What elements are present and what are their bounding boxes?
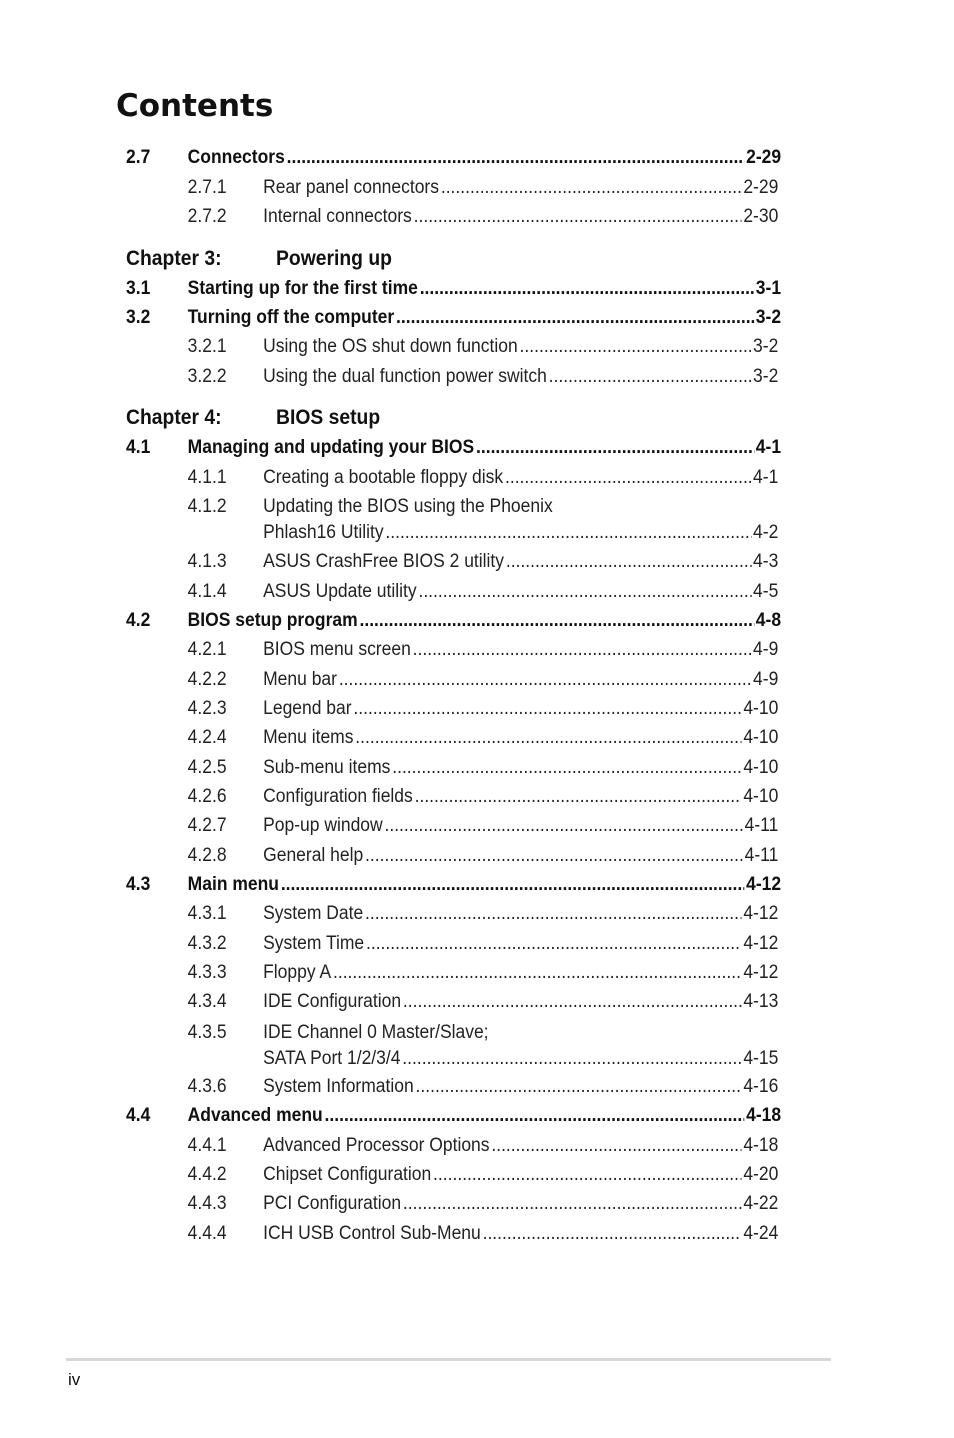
toc-entry-title: Managing and updating your BIOS bbox=[187, 437, 475, 458]
chapter-name: BIOS setup bbox=[276, 406, 381, 429]
toc-entry-page: 4-1 bbox=[755, 437, 782, 458]
footer-rule bbox=[66, 1358, 831, 1361]
toc-entry-number: 4.4.1 bbox=[187, 1135, 227, 1156]
toc-entry-line bbox=[263, 960, 778, 986]
dot-leader bbox=[355, 725, 741, 751]
dot-leader bbox=[506, 549, 751, 575]
toc-entry-title: IDE Configuration bbox=[263, 991, 402, 1012]
toc-entry-line bbox=[263, 364, 778, 390]
toc-entry-number: 3.2.1 bbox=[187, 336, 227, 357]
toc-entry-page: 4-2 bbox=[753, 522, 779, 543]
toc-entry-title: System Information bbox=[263, 1076, 414, 1097]
toc-entry-line bbox=[263, 1133, 778, 1159]
toc-entry-page: 4-16 bbox=[743, 1076, 779, 1097]
toc-entry-title: System Date bbox=[263, 903, 364, 924]
dot-leader bbox=[384, 813, 742, 839]
toc-entry-line bbox=[263, 989, 778, 1015]
toc-entry-number: 4.1.4 bbox=[187, 581, 227, 602]
toc-entry-title: Internal connectors bbox=[263, 206, 412, 227]
toc-entry-title: Floppy A bbox=[263, 962, 332, 983]
toc-entry-page: 4-18 bbox=[743, 1135, 779, 1156]
toc-entry-number: 4.2.8 bbox=[187, 845, 227, 866]
page-title: Contents bbox=[116, 88, 274, 124]
toc-entry-title: General help bbox=[263, 845, 364, 866]
toc-entry-page: 4-11 bbox=[744, 845, 779, 866]
dot-leader bbox=[365, 901, 741, 927]
toc-entry-number: 4.1.3 bbox=[187, 551, 227, 572]
toc-entry-number: 4.1.1 bbox=[187, 467, 227, 488]
toc-entry-line bbox=[263, 637, 778, 663]
toc-entry-page: 4-15 bbox=[743, 1048, 779, 1069]
toc-entry-title: BIOS setup program bbox=[187, 610, 358, 631]
toc-entry-number: 3.2.2 bbox=[187, 366, 227, 387]
toc-entry-line bbox=[263, 204, 778, 230]
toc-entry-title: PCI Configuration bbox=[263, 1193, 402, 1214]
toc-entry-page: 3-2 bbox=[753, 336, 779, 357]
toc-entry-line bbox=[263, 813, 778, 839]
toc-entry-title: Configuration fields bbox=[263, 786, 413, 807]
toc-entry-title: Connectors bbox=[187, 147, 285, 168]
toc-entry-page: 4-13 bbox=[743, 991, 779, 1012]
toc-entry-page: 3-2 bbox=[755, 307, 782, 328]
toc-entry-number: 2.7.2 bbox=[187, 206, 227, 227]
toc-entry-line bbox=[263, 784, 778, 810]
dot-leader bbox=[385, 520, 751, 546]
toc-entry-page: 4-12 bbox=[743, 903, 779, 924]
toc-entry-number: 4.2.3 bbox=[187, 698, 227, 719]
toc-entry-page: 4-12 bbox=[743, 962, 779, 983]
dot-leader bbox=[396, 305, 754, 331]
dot-leader bbox=[549, 364, 752, 390]
toc-entry-line bbox=[263, 1046, 778, 1072]
dot-leader bbox=[413, 637, 752, 663]
toc-entry-number: 4.2.4 bbox=[187, 727, 227, 748]
dot-leader bbox=[505, 465, 751, 491]
toc-entry-title: Starting up for the first time bbox=[187, 278, 418, 299]
toc-entry-title: Sub-menu items bbox=[263, 757, 391, 778]
toc-entry-line bbox=[263, 667, 778, 693]
toc-entry-page: 4-20 bbox=[743, 1164, 779, 1185]
toc-entry-number: 4.2.2 bbox=[187, 669, 227, 690]
toc-entry-number: 4.3.6 bbox=[187, 1076, 227, 1097]
toc-entry-page: 2-29 bbox=[746, 147, 782, 168]
dot-leader bbox=[476, 435, 754, 461]
dot-leader bbox=[366, 931, 742, 957]
toc-entry-number: 4.1.2 bbox=[187, 496, 227, 517]
dot-leader bbox=[418, 579, 751, 605]
toc-entry-title: Advanced Processor Options bbox=[263, 1135, 490, 1156]
toc-entry-number: 4.1 bbox=[126, 437, 151, 458]
toc-entry-line bbox=[188, 276, 781, 302]
toc-entry-line bbox=[188, 435, 781, 461]
toc-entry-page: 4-9 bbox=[753, 669, 779, 690]
toc-entry-page: 4-8 bbox=[755, 610, 782, 631]
toc-entry-title: Rear panel connectors bbox=[263, 177, 439, 198]
toc-entry-page: 4-9 bbox=[753, 639, 779, 660]
toc-entry-title: Main menu bbox=[187, 874, 279, 895]
toc-entry-line bbox=[188, 872, 781, 898]
toc-entry-title-line1: IDE Channel 0 Master/Slave; bbox=[263, 1022, 489, 1043]
dot-leader bbox=[416, 1074, 742, 1100]
toc-entry-line bbox=[263, 549, 778, 575]
toc-entry-line bbox=[263, 696, 778, 722]
toc-entry-line bbox=[263, 1191, 778, 1217]
toc-entry-page: 4-12 bbox=[743, 933, 779, 954]
toc-entry-number: 3.2 bbox=[126, 307, 151, 328]
dot-leader bbox=[491, 1133, 741, 1159]
dot-leader bbox=[325, 1103, 745, 1129]
toc-entry-line bbox=[263, 1162, 778, 1188]
toc-entry-page: 4-5 bbox=[753, 581, 779, 602]
toc-entry-title: Advanced menu bbox=[187, 1105, 323, 1126]
toc-entry-page: 3-2 bbox=[753, 366, 779, 387]
toc-entry-title: Legend bar bbox=[263, 698, 352, 719]
toc-entry-title: Chipset Configuration bbox=[263, 1164, 432, 1185]
dot-leader bbox=[333, 960, 742, 986]
dot-leader bbox=[392, 755, 741, 781]
dot-leader bbox=[420, 276, 754, 302]
toc-entry-number: 4.2.5 bbox=[187, 757, 227, 778]
toc-entry-page: 4-10 bbox=[743, 727, 779, 748]
dot-leader bbox=[441, 175, 742, 201]
toc-entry-number: 4.2 bbox=[126, 610, 151, 631]
toc-entry-number: 4.3.4 bbox=[187, 991, 227, 1012]
toc-entry-number: 4.2.6 bbox=[187, 786, 227, 807]
toc-entry-page: 4-22 bbox=[743, 1193, 779, 1214]
dot-leader bbox=[403, 1191, 742, 1217]
chapter-label: Chapter 3: bbox=[126, 247, 222, 270]
toc-entry-number: 4.4.2 bbox=[187, 1164, 227, 1185]
toc-entry-number: 4.3 bbox=[126, 874, 151, 895]
dot-leader bbox=[403, 989, 742, 1015]
toc-entry-number: 4.3.1 bbox=[187, 903, 227, 924]
toc-entry-page: 3-1 bbox=[755, 278, 782, 299]
toc-entry-number: 4.3.5 bbox=[187, 1022, 227, 1043]
toc-entry-line bbox=[188, 305, 781, 331]
toc-entry-line bbox=[263, 1074, 778, 1100]
toc-entry-number: 4.4 bbox=[126, 1105, 151, 1126]
chapter-name: Powering up bbox=[276, 247, 392, 270]
toc-entry-title: System Time bbox=[263, 933, 365, 954]
dot-leader bbox=[281, 872, 744, 898]
dot-leader bbox=[402, 1046, 741, 1072]
toc-entry-line bbox=[188, 1103, 781, 1129]
toc-entry-page: 4-10 bbox=[743, 698, 779, 719]
dot-leader bbox=[287, 145, 745, 171]
chapter-label: Chapter 4: bbox=[126, 406, 222, 429]
toc-entry-line bbox=[263, 175, 778, 201]
toc-entry-number: 3.1 bbox=[126, 278, 151, 299]
toc-entry-page: 4-10 bbox=[743, 786, 779, 807]
dot-leader bbox=[433, 1162, 741, 1188]
toc-entry-title: Menu bar bbox=[263, 669, 337, 690]
toc-entry-page: 4-3 bbox=[753, 551, 779, 572]
toc-entry-number: 4.2.1 bbox=[187, 639, 227, 660]
toc-entry-number: 4.4.4 bbox=[187, 1223, 227, 1244]
toc-entry-line bbox=[263, 520, 778, 546]
toc-entry-page: 4-11 bbox=[744, 815, 779, 836]
toc-entry-line bbox=[263, 1221, 778, 1247]
toc-entry-line bbox=[263, 579, 778, 605]
toc-entry-line bbox=[263, 334, 778, 360]
dot-leader bbox=[359, 608, 753, 634]
toc-entry-title: Turning off the computer bbox=[187, 307, 395, 328]
toc-entry-title: BIOS menu screen bbox=[263, 639, 411, 660]
toc-entry-line bbox=[188, 145, 781, 171]
toc-entry-number: 4.4.3 bbox=[187, 1193, 227, 1214]
dot-leader bbox=[365, 843, 743, 869]
toc-entry-page: 4-18 bbox=[746, 1105, 782, 1126]
toc-entry-title: Menu items bbox=[263, 727, 354, 748]
dot-leader bbox=[414, 204, 742, 230]
toc-entry-number: 2.7.1 bbox=[187, 177, 227, 198]
toc-entry-number: 4.3.2 bbox=[187, 933, 227, 954]
toc-entry-page: 4-12 bbox=[746, 874, 782, 895]
toc-entry-number: 4.3.3 bbox=[187, 962, 227, 983]
toc-entry-title: ASUS CrashFree BIOS 2 utility bbox=[263, 551, 505, 572]
toc-entry-line bbox=[263, 843, 778, 869]
dot-leader bbox=[353, 696, 741, 722]
toc-entry-title: Phlash16 Utility bbox=[263, 522, 384, 543]
toc-entry-title: SATA Port 1/2/3/4 bbox=[263, 1048, 401, 1069]
toc-entry-line bbox=[263, 901, 778, 927]
toc-entry-line bbox=[263, 755, 778, 781]
dot-leader bbox=[520, 334, 752, 360]
footer-page-number: iv bbox=[68, 1370, 81, 1389]
toc-entry-page: 4-10 bbox=[743, 757, 779, 778]
dot-leader bbox=[483, 1221, 742, 1247]
toc-entry-number: 2.7 bbox=[126, 147, 151, 168]
dot-leader bbox=[339, 667, 751, 693]
toc-entry-title: Using the OS shut down function bbox=[263, 336, 518, 357]
toc-entry-page: 4-24 bbox=[743, 1223, 779, 1244]
toc-entry-page: 2-29 bbox=[743, 177, 779, 198]
toc-entry-title: Using the dual function power switch bbox=[263, 366, 547, 387]
toc-entry-line bbox=[263, 465, 778, 491]
toc-entry-title: Pop-up window bbox=[263, 815, 383, 836]
toc-entry-title: ASUS Update utility bbox=[263, 581, 417, 602]
toc-entry-line bbox=[263, 725, 778, 751]
toc-entry-title-line1: Updating the BIOS using the Phoenix bbox=[263, 496, 553, 517]
toc-entry-page: 4-1 bbox=[753, 467, 779, 488]
toc-entry-line bbox=[188, 608, 781, 634]
toc-entry-title: Creating a bootable floppy disk bbox=[263, 467, 504, 488]
toc-entry-line bbox=[263, 931, 778, 957]
toc-entry-title: ICH USB Control Sub-Menu bbox=[263, 1223, 481, 1244]
dot-leader bbox=[415, 784, 742, 810]
toc-entry-number: 4.2.7 bbox=[187, 815, 227, 836]
toc-entry-page: 2-30 bbox=[743, 206, 779, 227]
